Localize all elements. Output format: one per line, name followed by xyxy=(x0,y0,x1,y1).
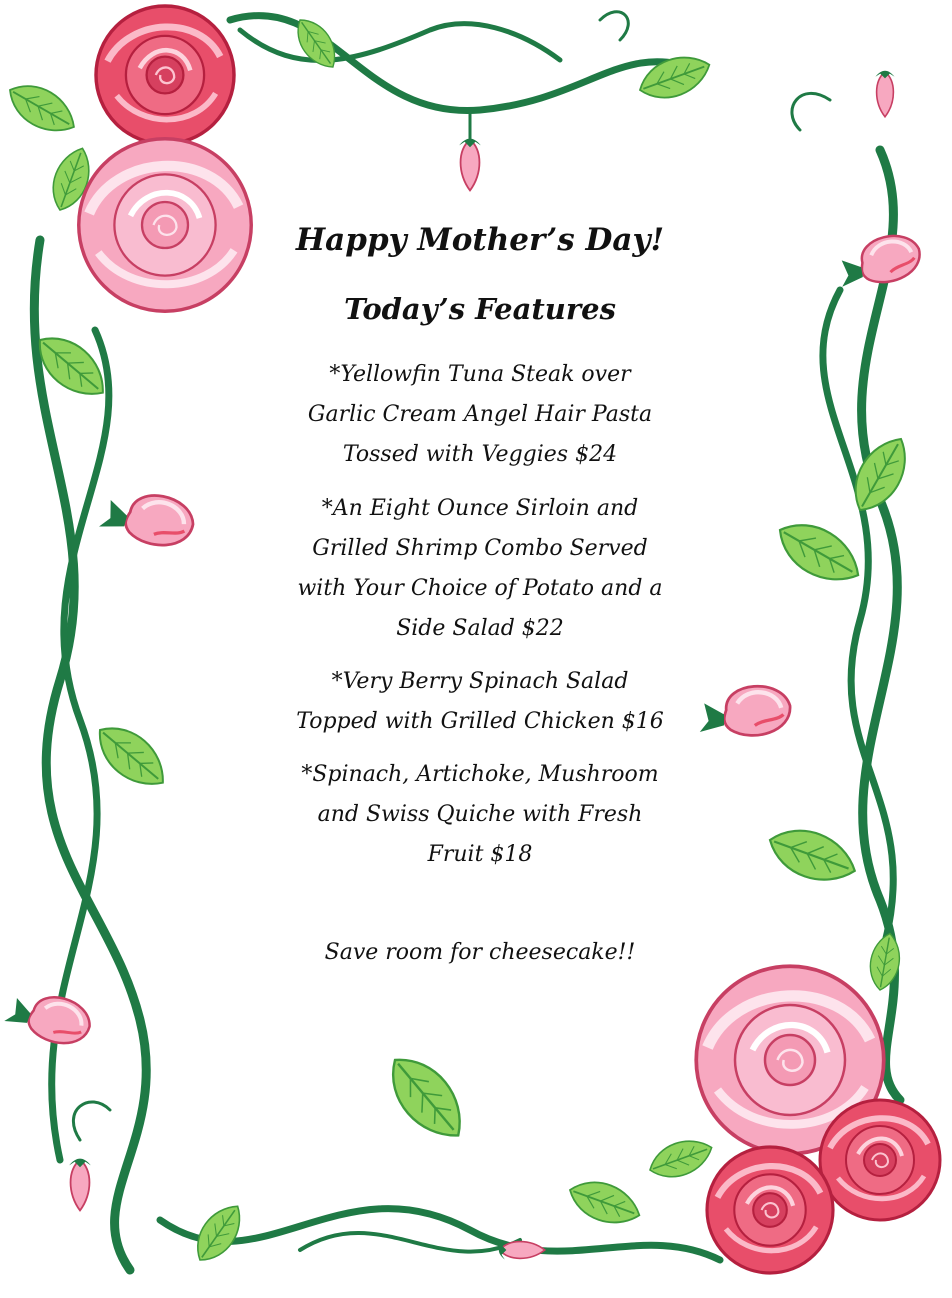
feature-line: Garlic Cream Angel Hair Pasta xyxy=(307,402,653,427)
feature-line: with Your Choice of Potato and a xyxy=(297,576,663,601)
feature-item xyxy=(240,489,720,649)
feature-line: *Yellowfin Tuna Steak over xyxy=(329,362,631,387)
feature-item xyxy=(240,755,720,875)
feature-line: and Swiss Quiche with Fresh xyxy=(317,802,643,827)
footer-note: Save room for cheesecake!! xyxy=(324,940,636,965)
page-title: Happy Mother’s Day! xyxy=(295,222,665,258)
feature-line: Side Salad $22 xyxy=(396,616,564,641)
feature-line: *An Eight Ounce Sirloin and xyxy=(321,496,639,521)
feature-line: Tossed with Veggies $24 xyxy=(342,442,618,467)
feature-item xyxy=(240,662,720,742)
feature-line: *Spinach, Artichoke, Mushroom xyxy=(301,762,659,787)
feature-line: Topped with Grilled Chicken $16 xyxy=(296,709,664,734)
feature-item xyxy=(240,355,720,475)
feature-line: Grilled Shrimp Combo Served xyxy=(312,536,648,561)
features-heading: Today’s Features xyxy=(344,292,616,326)
feature-line: *Very Berry Spinach Salad xyxy=(331,669,629,694)
feature-line: Fruit $18 xyxy=(427,842,533,867)
